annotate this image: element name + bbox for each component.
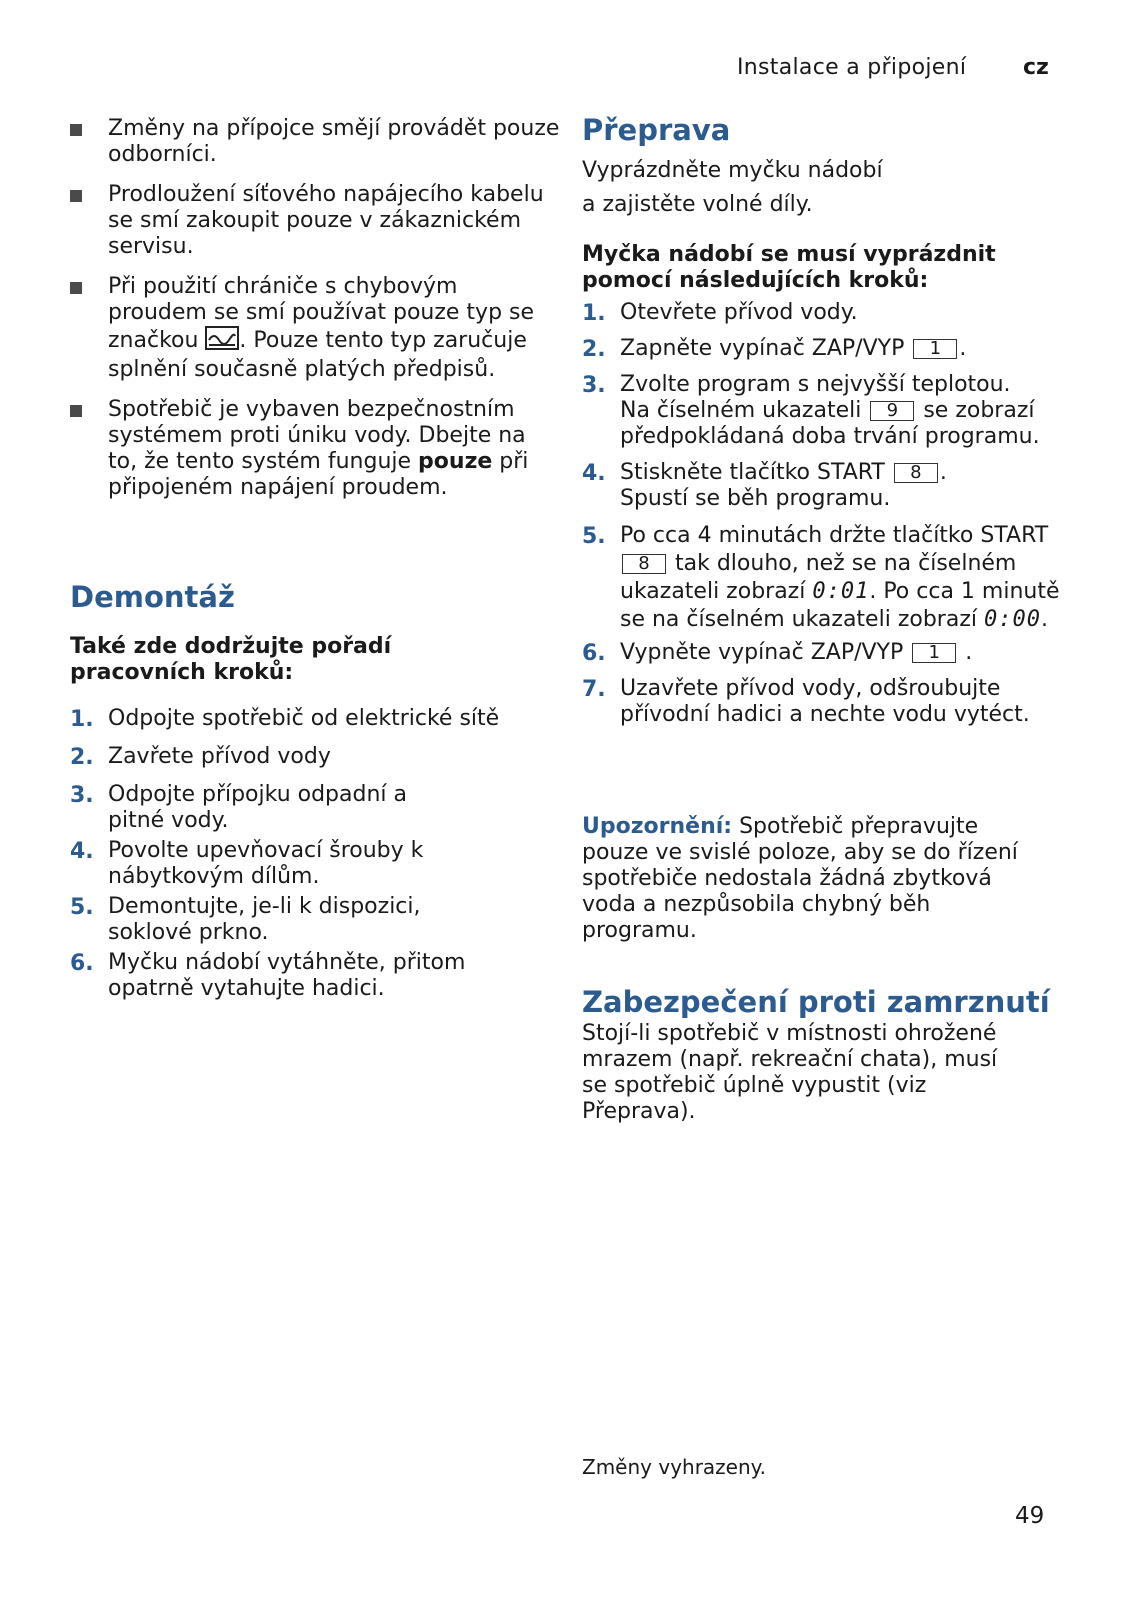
transport-note: Upozornění: Spotřebič přepravujte pouze ve svislé poloze, aby se do řízení spotřebiče nedostala žádná zbytková voda a nezpůsobila chybný běh programu.: [582, 814, 1018, 943]
header-title: Instalace a připojení: [737, 55, 967, 80]
list-item: Změny na přípojce smějí provádět pouze odborníci.: [70, 116, 560, 168]
list-item: 6. Myčku nádobí vytáhněte, přitom opatrně vytahujte hadici.: [70, 950, 466, 1001]
list-item: 1. Odpojte spotřebič od elektrické sítě: [70, 706, 500, 732]
list-item: Spotřebič je vybaven bezpečnostním systémem proti úniku vody. Dbejte na to, že tento systém funguje pouze při připojeném napájení proudem.: [70, 397, 560, 501]
power-key-symbol: 1: [913, 339, 957, 359]
frost-text: Stojí-li spotřebič v místnosti ohrožené mrazem (např. rekreační chata), musí se spotřebič úplně vypustit (viz Přeprava).: [582, 1021, 998, 1124]
list-item: Při použití chrániče s chybovým proudem se smí používat pouze typ se značkou . Pouze tento typ zaručuje splnění současně platých předpisů.: [70, 274, 560, 383]
list-item: 3. Zvolte program s nejvyšší teplotou. Na číselném ukazateli 9 se zobrazí předpokládaná doba trvání programu.: [582, 372, 1040, 449]
preprava-intro-line-1: Vyprázdněte myčku nádobí: [582, 158, 883, 183]
display-readout: 0:00: [983, 607, 1041, 632]
preprava-steps: [582, 300, 1062, 728]
start-key-symbol: 8: [894, 463, 938, 483]
section-subtitle: Také zde dodržujte pořadí pracovních kroků:: [70, 634, 392, 685]
display-key-symbol: 9: [870, 401, 914, 421]
language-code: cz: [1023, 55, 1049, 80]
section-title-preprava: Přeprava: [582, 113, 731, 147]
start-key-symbol: 8: [622, 554, 666, 574]
square-bullet-icon: [70, 405, 82, 417]
list-item: 6. Vypněte vypínač ZAP/VYP 1 .: [582, 640, 973, 666]
list-item: 4. Stiskněte tlačítko START 8 . Spustí se běh programu.: [582, 460, 947, 511]
list-item: Prodloužení síťového napájecího kabelu se smí zakoupit pouze v zákaznickém servisu.: [70, 182, 560, 260]
section-title-frost: Zabezpečení proti zamrznutí: [582, 985, 1050, 1019]
demontaz-steps: [70, 706, 560, 1002]
rcd-symbol-icon: [205, 326, 239, 357]
section-subtitle: Myčka nádobí se musí vyprázdnit pomocí následujících kroků:: [582, 242, 996, 293]
list-item: 2. Zapněte vypínač ZAP/VYP 1 .: [582, 336, 967, 362]
square-bullet-icon: [70, 190, 82, 202]
list-item: 3. Odpojte přípojku odpadní a pitné vody.: [70, 782, 407, 833]
preprava-intro-line-2: a zajistěte volné díly.: [582, 192, 813, 217]
list-item: 7. Uzavřete přívod vody, odšroubujte přívodní hadici a nechte vodu vytéct.: [582, 676, 1030, 727]
list-item: 4. Povolte upevňovací šrouby k nábytkovým dílům.: [70, 838, 424, 889]
section-title-demontaz: Demontáž: [70, 580, 235, 614]
footer-note: Změny vyhrazeny.: [582, 1455, 767, 1479]
list-item: 2. Zavřete přívod vody: [70, 744, 331, 770]
page-number: 49: [1015, 1503, 1045, 1529]
list-item: 5. Demontujte, je-li k dispozici, soklové prkno.: [70, 894, 421, 945]
note-label: Upozornění:: [582, 814, 733, 839]
list-item: 5. Po cca 4 minutách držte tlačítko START 8 tak dlouho, než se na číselném ukazateli zobrazí 0:01. Po cca 1 minutě se na číselném ukazateli zobrazí 0:00.: [582, 523, 1060, 632]
square-bullet-icon: [70, 282, 82, 294]
power-key-symbol: 1: [912, 643, 956, 663]
display-readout: 0:01: [812, 579, 870, 604]
list-item: 1. Otevřete přívod vody.: [582, 300, 858, 326]
square-bullet-icon: [70, 124, 82, 136]
safety-bullet-list: [70, 116, 560, 515]
